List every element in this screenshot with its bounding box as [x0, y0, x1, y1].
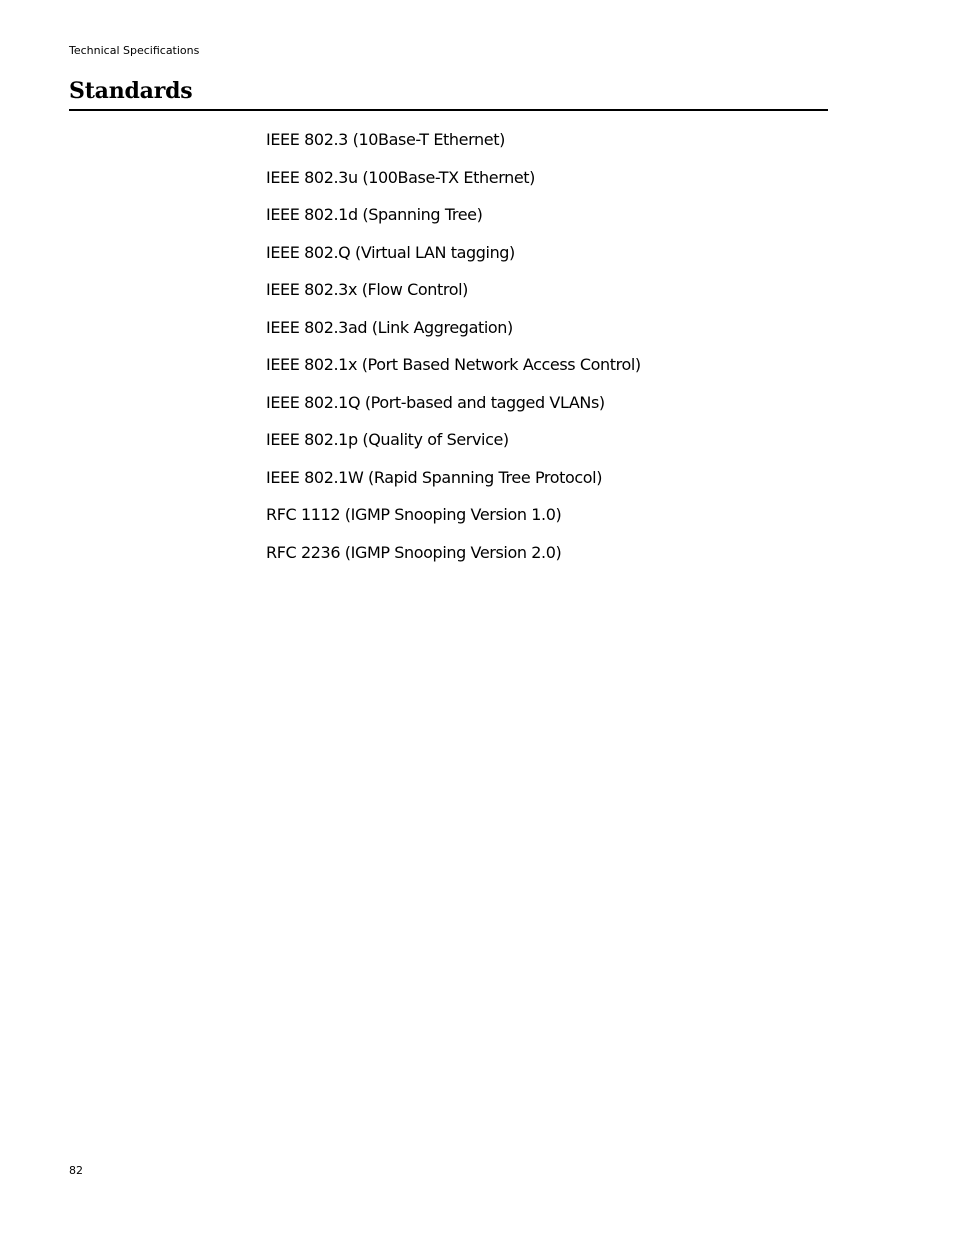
standard-item: IEEE 802.1p (Quality of Service): [266, 430, 509, 449]
standard-item: IEEE 802.1d (Spanning Tree): [266, 205, 483, 224]
title-rule: [69, 109, 828, 111]
standard-item: RFC 2236 (IGMP Snooping Version 2.0): [266, 542, 562, 562]
standard-item: IEEE 802.3u (100Base-TX Ethernet): [266, 167, 535, 187]
standard-item: IEEE 802.3 (10Base-T Ethernet): [266, 130, 505, 149]
standard-item: IEEE 802.3x (Flow Control): [266, 280, 469, 299]
page-number: 82: [69, 1164, 83, 1177]
standard-item: IEEE 802.3ad (Link Aggregation): [266, 317, 513, 337]
running-header: Technical Specifications: [69, 44, 200, 57]
section-title: Standards: [69, 78, 193, 104]
standard-item: IEEE 802.Q (Virtual LAN tagging): [266, 242, 515, 262]
standard-item: IEEE 802.1Q (Port-based and tagged VLANs): [266, 392, 605, 412]
standard-item: IEEE 802.1W (Rapid Spanning Tree Protocol): [266, 467, 603, 487]
standards-list: [266, 128, 641, 578]
standard-item: IEEE 802.1x (Port Based Network Access Control): [266, 355, 641, 374]
standard-item: RFC 1112 (IGMP Snooping Version 1.0): [266, 505, 562, 524]
